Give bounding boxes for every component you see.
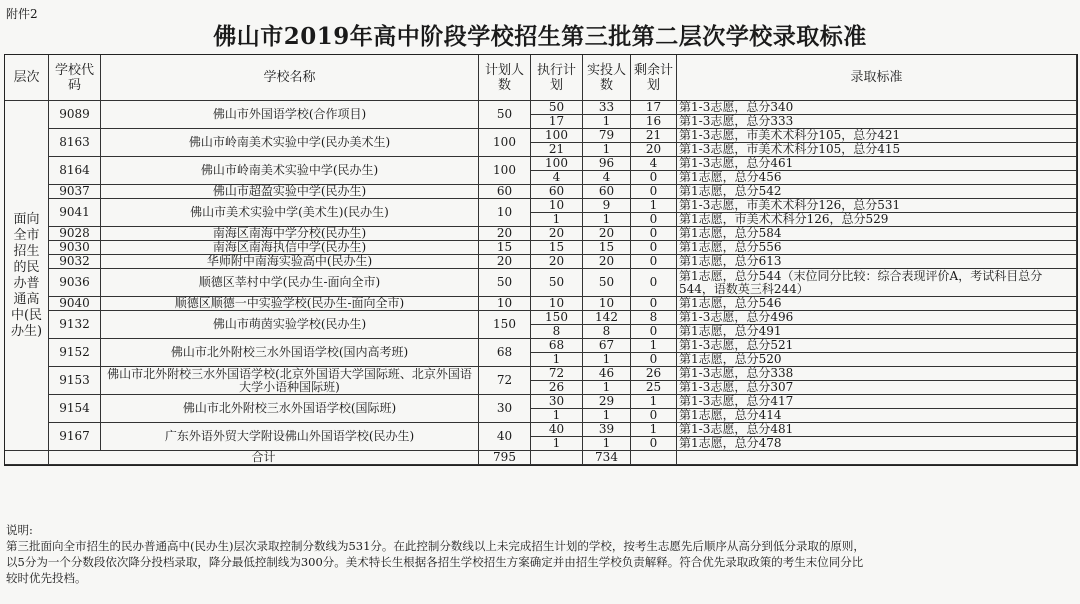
admission-criteria: 第1-3志愿，总分521 (677, 339, 1077, 353)
school-code: 9032 (49, 255, 101, 269)
notes-heading: 说明: (6, 523, 33, 537)
total-label: 合计 (49, 451, 479, 465)
planned-count: 20 (479, 227, 531, 241)
remaining-count: 0 (631, 255, 677, 269)
actual-count: 1 (583, 143, 631, 157)
actual-count: 1 (583, 115, 631, 129)
school-name: 南海区南海中学分校(民办生) (101, 227, 479, 241)
school-name: 顺德区顺德一中实验学校(民办生-面向全市) (101, 297, 479, 311)
actual-count: 29 (583, 395, 631, 409)
planned-count: 60 (479, 185, 531, 199)
exec-count: 1 (531, 213, 583, 227)
admission-criteria: 第1-3志愿，总分338 (677, 367, 1077, 381)
actual-count: 50 (583, 269, 631, 297)
exec-count: 1 (531, 409, 583, 423)
school-code: 9152 (49, 339, 101, 367)
remaining-count: 0 (631, 241, 677, 255)
remaining-count: 0 (631, 325, 677, 339)
remaining-count: 25 (631, 381, 677, 395)
remaining-count: 17 (631, 101, 677, 115)
remaining-count: 26 (631, 367, 677, 381)
exec-count: 100 (531, 129, 583, 143)
header-actual: 实投人数 (583, 55, 631, 101)
admission-criteria: 第1-3志愿，总分481 (677, 423, 1077, 437)
school-code: 9167 (49, 423, 101, 451)
notes (6, 522, 1076, 586)
total-planned: 795 (479, 451, 531, 465)
actual-count: 1 (583, 213, 631, 227)
planned-count: 10 (479, 199, 531, 227)
school-code: 8163 (49, 129, 101, 157)
page-title: 佛山市2019年高中阶段学校招生第三批第二层次学校录取标准 (213, 23, 867, 50)
school-name: 华师附中南海实验高中(民办生) (101, 255, 479, 269)
actual-count: 79 (583, 129, 631, 143)
admission-criteria: 第1志愿，总分584 (677, 227, 1077, 241)
school-code: 8164 (49, 157, 101, 185)
remaining-count: 1 (631, 423, 677, 437)
school-name: 佛山市岭南美术实验中学(民办生) (101, 157, 479, 185)
admission-criteria: 第1志愿，总分613 (677, 255, 1077, 269)
actual-count: 142 (583, 311, 631, 325)
exec-count: 1 (531, 437, 583, 451)
exec-count: 60 (531, 185, 583, 199)
exec-count: 4 (531, 171, 583, 185)
admission-criteria: 第1志愿，市美术术科分126，总分529 (677, 213, 1077, 227)
exec-count: 15 (531, 241, 583, 255)
admission-criteria: 第1-3志愿，总分340 (677, 101, 1077, 115)
planned-count: 100 (479, 157, 531, 185)
school-code: 9030 (49, 241, 101, 255)
header-planned: 计划人数 (479, 55, 531, 101)
actual-count: 96 (583, 157, 631, 171)
exec-count: 100 (531, 157, 583, 171)
total-exec (531, 451, 583, 465)
planned-count: 50 (479, 101, 531, 129)
planned-count: 20 (479, 255, 531, 269)
exec-count: 150 (531, 311, 583, 325)
remaining-count: 1 (631, 339, 677, 353)
exec-count: 20 (531, 227, 583, 241)
header-exec: 执行计划 (531, 55, 583, 101)
actual-count: 1 (583, 381, 631, 395)
planned-count: 15 (479, 241, 531, 255)
school-code: 9040 (49, 297, 101, 311)
actual-count: 8 (583, 325, 631, 339)
school-code: 9028 (49, 227, 101, 241)
remaining-count: 0 (631, 353, 677, 367)
exec-count: 17 (531, 115, 583, 129)
exec-count: 68 (531, 339, 583, 353)
header-remaining: 剩余计划 (631, 55, 677, 101)
actual-count: 1 (583, 409, 631, 423)
planned-count: 40 (479, 423, 531, 451)
admission-criteria: 第1-3志愿，总分417 (677, 395, 1077, 409)
actual-count: 67 (583, 339, 631, 353)
actual-count: 1 (583, 353, 631, 367)
admission-criteria: 第1-3志愿，市美术术科分105，总分415 (677, 143, 1077, 157)
remaining-count: 1 (631, 395, 677, 409)
school-name: 广东外语外贸大学附设佛山外国语学校(民办生) (101, 423, 479, 451)
actual-count: 9 (583, 199, 631, 213)
exec-count: 72 (531, 367, 583, 381)
admission-table (4, 54, 1078, 466)
admission-criteria: 第1-3志愿，总分333 (677, 115, 1077, 129)
header-name: 学校名称 (101, 55, 479, 101)
school-code: 9154 (49, 395, 101, 423)
total-blank (5, 451, 49, 465)
school-code: 9036 (49, 269, 101, 297)
remaining-count: 8 (631, 311, 677, 325)
admission-criteria: 第1-3志愿，总分461 (677, 157, 1077, 171)
school-name: 佛山市北外附校三水外国语学校(北京外国语大学国际班、北京外国语大学小语种国际班) (101, 367, 479, 395)
school-code: 9037 (49, 185, 101, 199)
planned-count: 150 (479, 311, 531, 339)
school-name: 佛山市外国语学校(合作项目) (101, 101, 479, 129)
admission-criteria: 第1志愿，总分456 (677, 171, 1077, 185)
total-remaining (631, 451, 677, 465)
school-name: 南海区南海执信中学(民办生) (101, 241, 479, 255)
actual-count: 60 (583, 185, 631, 199)
exec-count: 21 (531, 143, 583, 157)
admission-criteria: 第1-3志愿，总分307 (677, 381, 1077, 395)
remaining-count: 0 (631, 297, 677, 311)
exec-count: 20 (531, 255, 583, 269)
admission-criteria: 第1-3志愿，总分496 (677, 311, 1077, 325)
remaining-count: 0 (631, 185, 677, 199)
actual-count: 15 (583, 241, 631, 255)
exec-count: 1 (531, 353, 583, 367)
school-code: 9041 (49, 199, 101, 227)
school-name: 佛山市美术实验中学(美术生)(民办生) (101, 199, 479, 227)
exec-count: 8 (531, 325, 583, 339)
actual-count: 39 (583, 423, 631, 437)
remaining-count: 0 (631, 227, 677, 241)
remaining-count: 20 (631, 143, 677, 157)
planned-count: 72 (479, 367, 531, 395)
exec-count: 30 (531, 395, 583, 409)
total-actual: 734 (583, 451, 631, 465)
school-name: 佛山市北外附校三水外国语学校(国际班) (101, 395, 479, 423)
admission-criteria: 第1志愿，总分491 (677, 325, 1077, 339)
attachment-label: 附件2 (6, 7, 38, 21)
planned-count: 68 (479, 339, 531, 367)
exec-count: 40 (531, 423, 583, 437)
notes-line-1: 第三批面向全市招生的民办普通高中(民办生)层次录取控制分数线为531分。在此控制分数线以上未完成招生计划的学校，按考生志愿先后顺序从高分到低分录取的原则， (6, 539, 865, 553)
notes-line-3: 较时优先投档。 (6, 571, 87, 585)
remaining-count: 0 (631, 409, 677, 423)
remaining-count: 16 (631, 115, 677, 129)
remaining-count: 0 (631, 213, 677, 227)
header-code: 学校代码 (49, 55, 101, 101)
planned-count: 100 (479, 129, 531, 157)
header-criteria: 录取标准 (677, 55, 1077, 101)
remaining-count: 21 (631, 129, 677, 143)
exec-count: 26 (531, 381, 583, 395)
actual-count: 33 (583, 101, 631, 115)
planned-count: 10 (479, 297, 531, 311)
remaining-count: 0 (631, 269, 677, 297)
school-name: 佛山市岭南美术实验中学(民办美术生) (101, 129, 479, 157)
planned-count: 50 (479, 269, 531, 297)
notes-line-2: 以5分为一个分数段依次降分投档录取，降分最低控制线为300分。美术特长生根据各招生学校招生方案确定并由招生学校负责解释。符合优先录取政策的考生末位同分比 (6, 555, 864, 569)
admission-criteria: 第1志愿，总分414 (677, 409, 1077, 423)
exec-count: 10 (531, 297, 583, 311)
header-level: 层次 (5, 55, 49, 101)
school-code: 9132 (49, 311, 101, 339)
actual-count: 20 (583, 255, 631, 269)
admission-criteria: 第1志愿，总分520 (677, 353, 1077, 367)
school-name: 佛山市北外附校三水外国语学校(国内高考班) (101, 339, 479, 367)
actual-count: 1 (583, 437, 631, 451)
school-code: 9153 (49, 367, 101, 395)
admission-criteria: 第1-3志愿，市美术术科分126，总分531 (677, 199, 1077, 213)
exec-count: 50 (531, 269, 583, 297)
remaining-count: 4 (631, 157, 677, 171)
actual-count: 4 (583, 171, 631, 185)
school-code: 9089 (49, 101, 101, 129)
school-name: 佛山市超盈实验中学(民办生) (101, 185, 479, 199)
admission-criteria: 第1志愿，总分556 (677, 241, 1077, 255)
exec-count: 10 (531, 199, 583, 213)
remaining-count: 0 (631, 171, 677, 185)
actual-count: 20 (583, 227, 631, 241)
school-name: 佛山市萌茵实验学校(民办生) (101, 311, 479, 339)
total-criteria (677, 451, 1077, 465)
admission-criteria: 第1-3志愿，市美术术科分105，总分421 (677, 129, 1077, 143)
planned-count: 30 (479, 395, 531, 423)
remaining-count: 0 (631, 437, 677, 451)
remaining-count: 1 (631, 199, 677, 213)
admission-criteria: 第1志愿，总分546 (677, 297, 1077, 311)
actual-count: 46 (583, 367, 631, 381)
actual-count: 10 (583, 297, 631, 311)
admission-criteria: 第1志愿，总分542 (677, 185, 1077, 199)
school-name: 顺德区莘村中学(民办生-面向全市) (101, 269, 479, 297)
admission-criteria: 第1志愿，总分478 (677, 437, 1077, 451)
admission-criteria: 第1志愿，总分544（末位同分比较：综合表现评价A，考试科目总分544，语数英三科244） (677, 269, 1077, 297)
exec-count: 50 (531, 101, 583, 115)
level-label: 面向全市招生的民办普通高中(民办生) (5, 101, 49, 451)
